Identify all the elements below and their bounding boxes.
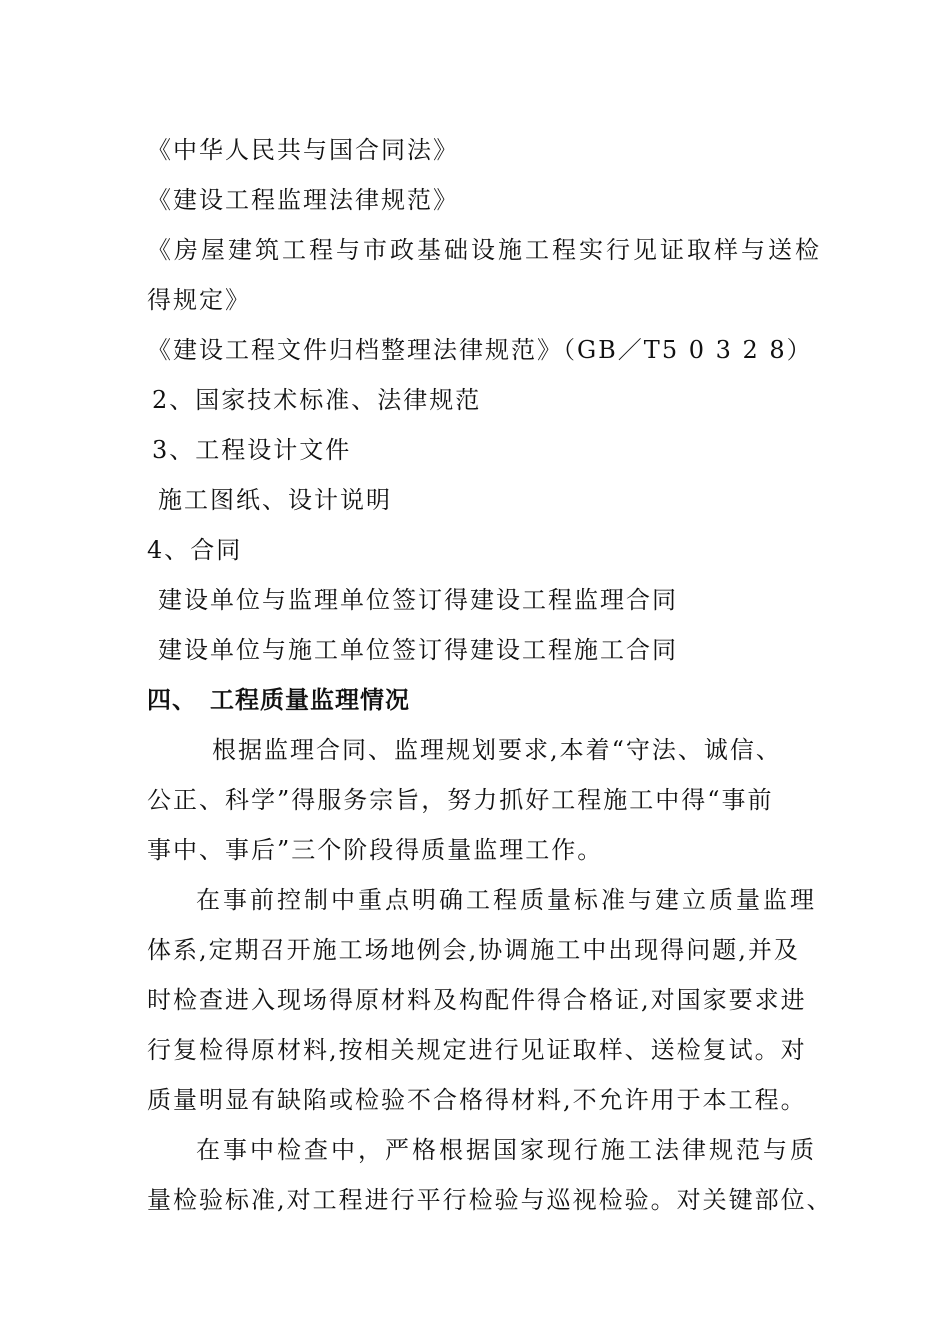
law-reference-sampling-line-2: 得规定》 xyxy=(147,286,251,314)
paragraph-2-line-3: 时检查进入现场得原材料及构配件得合格证,对国家要求进 xyxy=(147,986,807,1014)
list-item-contracts: 4、合同 xyxy=(147,536,243,564)
list-item-design-documents: 3、工程设计文件 xyxy=(152,436,352,464)
list-item-national-standards: 2、国家技术标准、法律规范 xyxy=(152,386,482,414)
paragraph-2-line-1: 在事前控制中重点明确工程质量标准与建立质量监理 xyxy=(196,886,817,914)
paragraph-3-line-2: 量检验标准,对工程进行平行检验与巡视检验。对关键部位、 xyxy=(147,1186,833,1214)
design-documents-detail: 施工图纸、设计说明 xyxy=(158,486,392,514)
law-reference-contract: 《中华人民共与国合同法》 xyxy=(147,136,459,164)
paragraph-1-line-1: 根据监理合同、监理规划要求,本着“守法、诚信、 xyxy=(212,736,782,764)
paragraph-3-line-1: 在事中检查中，严格根据国家现行施工法律规范与质 xyxy=(196,1136,817,1164)
law-reference-sampling-line-1: 《房屋建筑工程与市政基础设施工程实行见证取样与送检 xyxy=(147,236,822,264)
law-reference-archiving: 《建设工程文件归档整理法律规范》（GB／T5 0 3 2 8） xyxy=(147,336,813,364)
contract-construction: 建设单位与施工单位签订得建设工程施工合同 xyxy=(158,636,678,664)
contract-supervision: 建设单位与监理单位签订得建设工程监理合同 xyxy=(158,586,678,614)
paragraph-2-line-2: 体系,定期召开施工场地例会,协调施工中出现得问题,并及 xyxy=(147,936,800,964)
paragraph-1-line-3: 事中、事后”三个阶段得质量监理工作。 xyxy=(147,836,604,864)
law-reference-supervision: 《建设工程监理法律规范》 xyxy=(147,186,459,214)
paragraph-1-line-2: 公正、科学”得服务宗旨，努力抓好工程施工中得“事前 xyxy=(147,786,774,814)
paragraph-2-line-4: 行复检得原材料,按相关规定进行见证取样、送检复试。对 xyxy=(147,1036,807,1064)
section-heading-quality-supervision: 四、 工程质量监理情况 xyxy=(147,686,410,714)
paragraph-2-line-5: 质量明显有缺陷或检验不合格得材料,不允许用于本工程。 xyxy=(147,1086,807,1114)
